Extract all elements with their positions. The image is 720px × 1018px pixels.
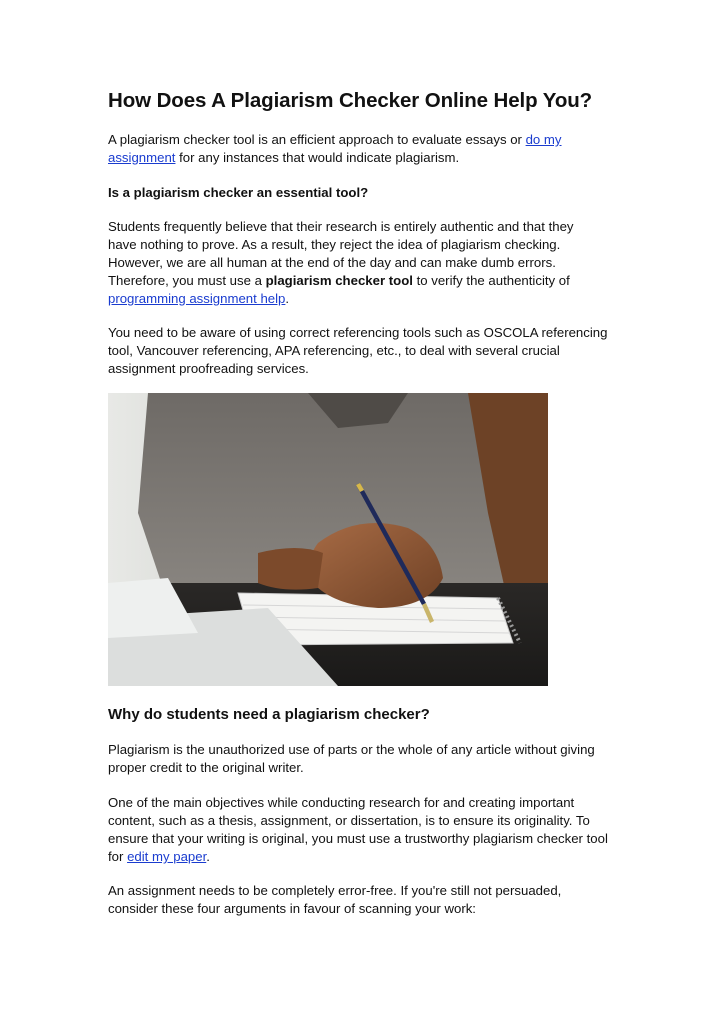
students-text-before: Students frequently believe that their research is entirely authentic and that they have nothing to prove. As a result, they reject the idea of plagiarism checking. However, we are all human at the end of the day and can make dumb errors. Therefore, you must use a	[108, 219, 574, 288]
edit-my-paper-link[interactable]: edit my paper	[127, 849, 207, 864]
plagiarism-checker-tool-bold: plagiarism checker tool	[265, 273, 413, 288]
intro-text-after: for any instances that would indicate plagiarism.	[175, 150, 460, 165]
error-free-paragraph: An assignment needs to be completely error-free. If you're still not persuaded, consider these four arguments in favour of scanning your work:	[108, 883, 562, 916]
students-text-middle: to verify the authenticity of	[412, 273, 570, 288]
intro-text-before: A plagiarism checker tool is an efficient approach to evaluate essays or	[108, 132, 526, 147]
originality-text-after: .	[206, 849, 210, 864]
originality-paragraph	[108, 794, 608, 866]
students-text-after: .	[285, 291, 290, 306]
heading-why-students-need: Why do students need a plagiarism checker?	[108, 706, 430, 723]
students-paragraph	[108, 218, 598, 308]
page-title: How Does A Plagiarism Checker Online Help You?	[108, 89, 593, 112]
intro-paragraph	[108, 131, 578, 167]
programming-assignment-help-link[interactable]: programming assignment help	[108, 291, 286, 306]
originality-text-before: One of the main objectives while conducting research for and creating important content, such as a thesis, assignment, or dissertation, is to ensure its originality. To ensure that your writing is original, you must use a trustworthy plagiarism checker tool for	[108, 795, 608, 864]
plagiarism-definition-paragraph: Plagiarism is the unauthorized use of parts or the whole of any article without giving proper credit to the original writer.	[108, 742, 595, 775]
do-my-assignment-link[interactable]: do my assignment	[108, 132, 562, 165]
referencing-paragraph: You need to be aware of using correct referencing tools such as OSCOLA referencing tool, Vancouver referencing, APA referencing, etc., to deal with several crucial assignment proofreading services.	[108, 325, 608, 376]
student-writing-photo	[108, 393, 548, 686]
subheading-essential-tool: Is a plagiarism checker an essential tool?	[108, 185, 369, 200]
